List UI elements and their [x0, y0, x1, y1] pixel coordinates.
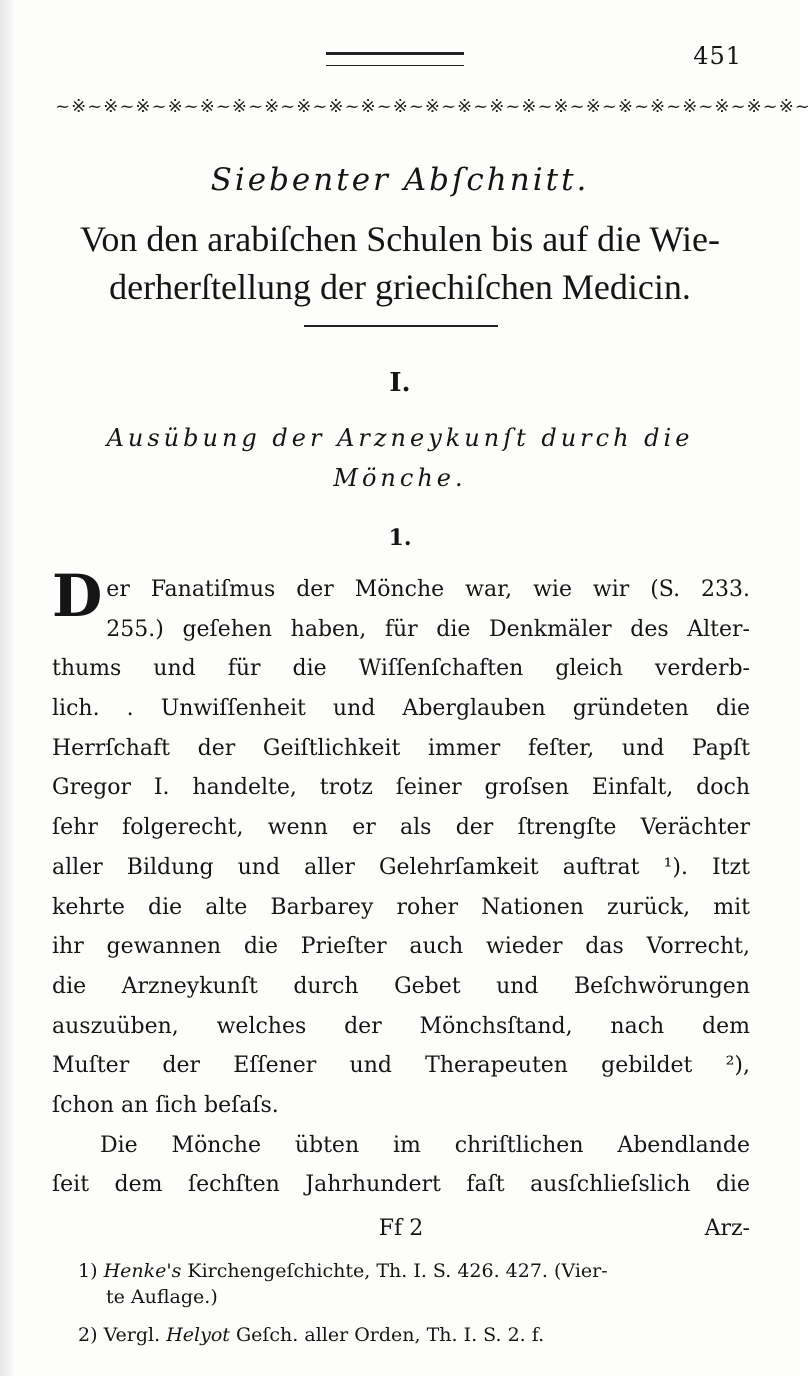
body-text [52, 562, 750, 1205]
body-line: lich. . Unwiſſenheit und Aberglauben gründeten die [52, 696, 750, 722]
body-line: Gregor I. handelte, trotz ſeiner groſsen Einfalt, doch [52, 775, 750, 801]
page-footer-row [52, 1216, 750, 1248]
page-number: 451 [693, 42, 742, 70]
section-title: Siebenter Abſchnitt. [210, 162, 590, 198]
footnote-text: Kirchengeſchichte, Th. I. S. 426. 427. (Vier- [187, 1260, 608, 1282]
subsection-numeral: I. [389, 368, 411, 398]
footnote-author: Henke's [103, 1260, 182, 1282]
paragraph-number: 1. [388, 525, 412, 551]
body-line: die Arzneykunſt durch Gebet und Beſchwörungen [52, 973, 750, 999]
subsection-title-line-1: Ausübung der Arzneykunſt durch die [106, 424, 694, 452]
chapter-title-line-2: derherſtellung der griechiſchen Medicin. [109, 267, 691, 307]
body-line: thums und für die Wiſſenſchaften gleich verderb- [52, 656, 750, 682]
body-line: ihr gewannen die Prieſter auch wieder das Vorrecht, [52, 934, 750, 960]
footnote-1 [78, 1258, 750, 1284]
body-line: auszuüben, welches der Mönchsſtand, nach dem [52, 1013, 750, 1039]
body-line: ſehr folgerecht, wenn er als der ſtrengſte Verächter [52, 815, 750, 841]
drop-cap-initial: D [52, 562, 103, 630]
body-line: er Fanatiſmus der Mönche war, wie wir (S. 233. [106, 577, 750, 602]
footnote-1-continuation: te Auflage.) [106, 1286, 218, 1308]
footnote-text: Geſch. aller Orden, Th. I. S. 2. f. [235, 1324, 545, 1346]
chapter-title-line-1: Von den arabiſchen Schulen bis auf die Wie- [79, 219, 721, 259]
body-line: Die Mönche übten im chriſtlichen Abendlande [100, 1132, 750, 1158]
title-divider-rule [304, 325, 498, 327]
footnote-marker: 1) [78, 1260, 98, 1282]
body-line: 255.) geſehen haben, für die Denkmäler des Alter- [106, 616, 750, 642]
body-line: ſeit dem ſechſten Jahrhundert faſt ausſchlieſslich die [52, 1172, 750, 1198]
printer-signature-mark: Ff 2 [378, 1216, 424, 1241]
footnote-2 [78, 1322, 750, 1348]
page-gutter-shadow [0, 0, 14, 1376]
subsection-title-line-2: Mönche. [333, 464, 467, 492]
chapter-title [0, 215, 800, 311]
body-line: Herrſchaft der Geiſtlichkeit immer feſter, und Papſt [52, 735, 750, 761]
body-line: ſchon an ſich beſaſs. [52, 1092, 279, 1118]
running-header-rule [326, 52, 464, 66]
body-line: Muſter der Eſſener und Therapeuten gebildet ²), [52, 1053, 750, 1079]
footnote-prefix: Vergl. [103, 1324, 161, 1346]
body-line: aller Bildung und aller Gelehrſamkeit auftrat ¹). Itzt [52, 854, 750, 880]
footnote-author: Helyot [166, 1324, 230, 1346]
decorative-ornament-border: ~※~※~※~※~※~※~※~※~※~※~※~※~※~※~※~※~※~※~※~※~※~※~※~ [55, 96, 811, 117]
catchword: Arz- [704, 1216, 750, 1241]
footnotes [78, 1258, 750, 1348]
footnote-marker: 2) [78, 1324, 98, 1346]
subsection-title [0, 418, 800, 498]
body-line: kehrte die alte Barbarey roher Nationen zurück, mit [52, 894, 750, 920]
